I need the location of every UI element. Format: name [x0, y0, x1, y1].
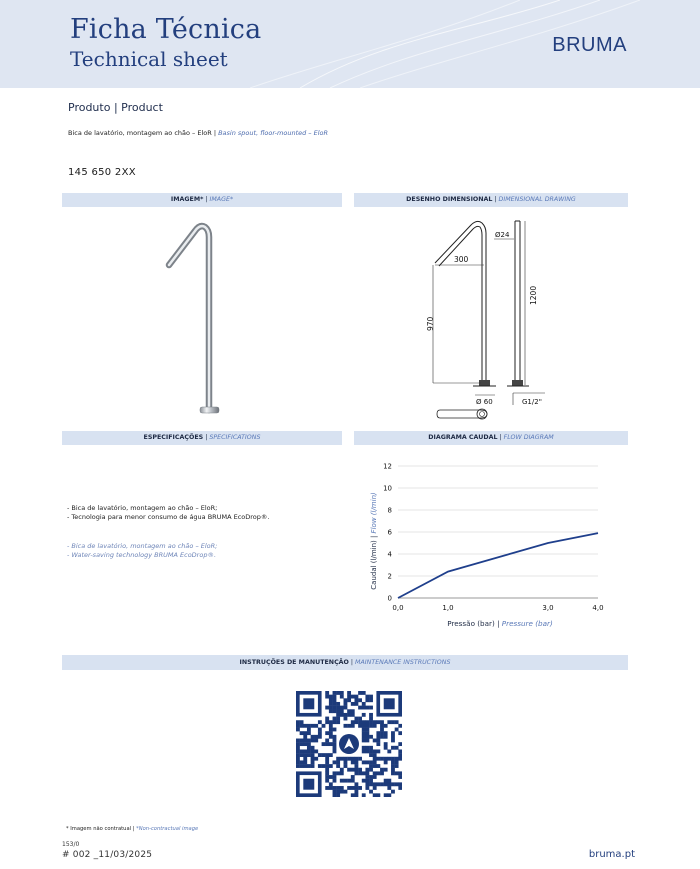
section-bar-specs: [62, 431, 342, 445]
chart-y-tick-label: 6: [387, 528, 392, 537]
chart-grid: [398, 466, 598, 598]
section-maint-en: MAINTENANCE INSTRUCTIONS: [355, 659, 451, 666]
product-heading-en: Product: [121, 101, 163, 114]
chart-y-tick-label: 4: [387, 550, 392, 559]
chart-y-tick-label: 0: [387, 594, 392, 603]
spec-item: - Tecnologia para menor consumo de água BRUMA EcoDrop®.: [67, 513, 270, 521]
chart-x-tick-label: 0,0: [392, 604, 404, 612]
dim-thread-label: G1/2": [522, 398, 542, 406]
section-flow-en: FLOW DIAGRAM: [503, 434, 554, 441]
section-bar-drawing: [354, 193, 628, 207]
section-specs-en: SPECIFICATIONS: [209, 434, 261, 441]
section-flow-pt: DIAGRAMA CAUDAL: [428, 434, 498, 441]
chart-y-tick-label: 2: [387, 572, 392, 581]
dimensional-drawing: [425, 215, 595, 425]
section-drawing-en: DIMENSIONAL DRAWING: [498, 196, 576, 203]
product-image: [150, 215, 270, 425]
chart-y-ticks: [383, 463, 392, 603]
qr-finder-pattern: [298, 693, 320, 715]
chart-y-tick-label: 12: [383, 462, 392, 471]
chart-x-tick-label: 4,0: [592, 604, 604, 612]
dim-height-label: 970: [426, 316, 435, 331]
document-number: # 002 _11/03/2025: [62, 850, 153, 860]
page-subtitle: Technical sheet: [70, 47, 228, 71]
dim-base-label: Ø 60: [476, 398, 493, 406]
product-code: 145 650 2XX: [68, 167, 136, 178]
chart-y-tick-label: 10: [383, 484, 392, 493]
section-bar-flow: [354, 431, 628, 445]
reference-code: 153/0: [62, 841, 80, 848]
chart-x-axis-label: Pressão (bar) | Pressure (bar): [447, 619, 553, 628]
chart-y-axis-label: Caudal (l/min) | Flow (l/min): [370, 492, 378, 590]
section-bar-maintenance: [62, 655, 628, 670]
product-description: [68, 129, 328, 137]
page-title: Ficha Técnica: [70, 14, 262, 45]
product-heading: [68, 101, 163, 114]
qr-finder-pattern: [378, 693, 400, 715]
product-desc-pt: Bica de lavatório, montagem ao chão – EloR: [68, 129, 212, 137]
qr-finder-pattern: [298, 773, 320, 795]
spec-item-en: - Water-saving technology BRUMA EcoDrop®.: [67, 551, 217, 559]
chart-y-tick-label: 8: [387, 506, 392, 515]
website-link[interactable]: bruma.pt: [588, 849, 635, 860]
brand-logo: BRUMA: [552, 34, 627, 56]
section-sep: |: [348, 659, 356, 666]
product-desc-en: Basin spout, floor-mounted – EloR: [218, 129, 329, 137]
section-specs-pt: ESPECIFICAÇÕES: [143, 434, 204, 441]
chart-x-tick-label: 3,0: [542, 604, 554, 612]
section-maint-pt: INSTRUÇÕES DE MANUTENÇÃO: [239, 659, 349, 666]
section-bar-image: [62, 193, 342, 207]
specs-list-en: [67, 542, 217, 560]
footnote-en: *Non-contractual image: [136, 826, 199, 832]
dim-pipe-label: Ø24: [495, 231, 510, 239]
footnote: [66, 826, 198, 832]
chart-x-ticks: [392, 604, 603, 612]
footnote-sep: |: [131, 826, 137, 832]
dim-total-label: 1200: [529, 285, 538, 305]
product-desc-sep: |: [211, 129, 219, 137]
section-sep: |: [497, 434, 504, 441]
section-sep: |: [492, 196, 499, 203]
spec-item-en: - Bica de lavatório, montagem ao chão – EloR;: [67, 542, 218, 550]
chart-x-tick-label: 1,0: [442, 604, 454, 612]
spec-item: - Bica de lavatório, montagem ao chão – EloR;: [67, 504, 218, 512]
section-sep: |: [203, 196, 210, 203]
specs-list-pt: [67, 504, 269, 522]
flow-chart: [354, 453, 628, 643]
product-heading-pt: Produto: [68, 101, 111, 114]
section-image-pt: IMAGEM*: [170, 196, 204, 203]
page-header: [0, 0, 700, 88]
dim-width-label: 300: [454, 255, 469, 264]
qr-code[interactable]: [296, 691, 402, 797]
section-drawing-pt: DESENHO DIMENSIONAL: [406, 196, 493, 203]
section-sep: |: [203, 434, 210, 441]
product-heading-sep: |: [110, 101, 122, 114]
chart-series-line: [398, 533, 598, 598]
section-image-en: IMAGE*: [209, 196, 234, 203]
footnote-pt: * Imagem não contratual: [66, 826, 132, 832]
